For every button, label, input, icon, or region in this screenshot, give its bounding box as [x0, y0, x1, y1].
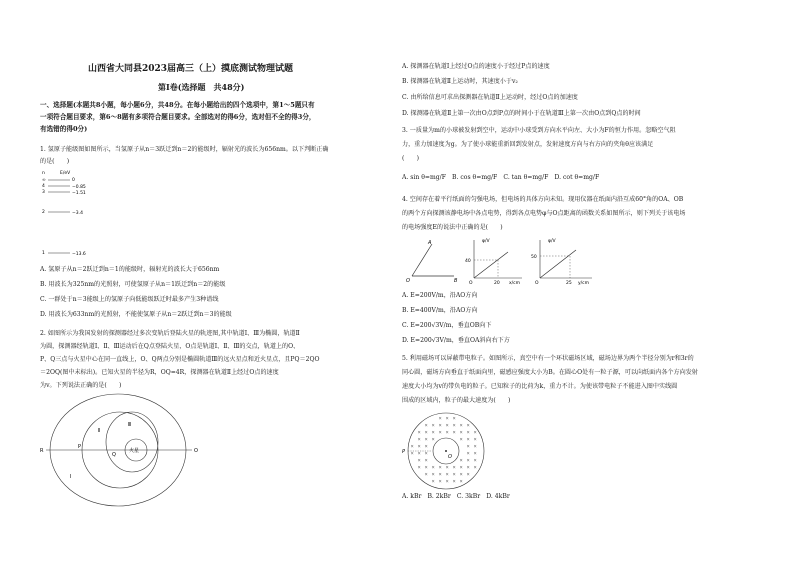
field-cross: × [445, 422, 449, 428]
field-cross: × [417, 436, 421, 442]
field-cross: × [473, 450, 477, 456]
energy-level-diagram [40, 168, 120, 262]
q2-stem: 为v。下列说法正确的是( ) [40, 382, 122, 389]
field-cross: × [445, 471, 449, 477]
q2-option-d: D. 探测器在轨道Ⅱ上第一次由O点到P点的时间小于在轨道Ⅲ上第一次由O点到Q点的时间 [402, 110, 641, 117]
q2-option-c: C. 由所给信息可求出探测器在轨道Ⅱ上运动时，经过O点的加速度 [402, 94, 578, 101]
y-tick: 50 [531, 255, 537, 260]
field-cross: × [466, 429, 470, 435]
field-cross: × [424, 436, 428, 442]
field-cross: × [473, 429, 477, 435]
source-point [445, 450, 447, 452]
phi-line [474, 252, 508, 278]
q5-stem: 5. 利用磁场可以屏蔽带电粒子。如图所示，真空中有一个环状磁场区域，磁场边界为两个半径分别为r和3r的 [402, 355, 694, 362]
level-label: 3 [42, 190, 45, 195]
field-cross: × [466, 443, 470, 449]
label-p: P [402, 449, 406, 455]
level-energy: −3.4 [72, 211, 83, 216]
field-cross: × [438, 478, 442, 484]
field-cross: × [424, 471, 428, 477]
level-energy: −13.6 [72, 252, 86, 257]
field-cross: × [417, 450, 421, 456]
field-cross: × [459, 464, 463, 470]
field-cross: × [431, 422, 435, 428]
origin-label: O [469, 281, 473, 286]
field-cross: × [424, 429, 428, 435]
q3-stem: 3. 一质量为m的小球被发射到空中，运动中小球受到方向水平向左、大小为F的恒力作用。忽略空气阻 [402, 127, 676, 134]
q5-options: A. kBr B. 2kBr C. 3kBr D. 4kBr [402, 493, 510, 500]
field-cross: × [473, 464, 477, 470]
q4-option-d: D. E=200√3V/m，垂直OA斜向右下方 [402, 337, 510, 344]
q1-option-a: A. 氢原子从n＝2跃迁到n＝1的能级时，辐射光的波长大于656nm [40, 266, 220, 273]
exam-title: 山西省大同县2023届高三（上）摸底测试物理试题 [88, 64, 294, 74]
q5-magnetic-ring-diagram [402, 410, 492, 492]
field-cross: × [445, 415, 449, 421]
q4-stem: 的电场强度E的说法中正确的是( ) [402, 224, 503, 231]
label-orbit-iii: Ⅲ [128, 422, 132, 428]
field-cross: × [473, 457, 477, 463]
oa-axis [412, 244, 432, 276]
field-cross: × [438, 429, 442, 435]
x-axis-label: y/cm [578, 281, 590, 286]
field-cross: × [473, 443, 477, 449]
label-o: O [194, 448, 198, 454]
y-tick: 40 [465, 259, 471, 264]
label-r: R [40, 448, 44, 454]
label-o: O [448, 454, 452, 460]
q2-stem: 2. 如图所示为我国发射的探测器经过多次变轨后登陆火星的轨迹图,其中轨道Ⅰ、Ⅲ为椭圆，轨道Ⅱ [40, 330, 300, 337]
q3-options: A. sin θ=mg/F B. cos θ=mg/F C. tan θ=mg/F D. cot θ=mg/F [402, 174, 600, 181]
field-cross: × [431, 471, 435, 477]
x-axis-label: x/cm [509, 281, 521, 286]
x-tick: 20 [494, 281, 500, 286]
field-cross: × [424, 457, 428, 463]
field-cross: × [410, 450, 414, 456]
x-tick: 25 [566, 281, 572, 286]
field-cross: × [466, 471, 470, 477]
q5-stem: 围成的区域内，粒子的最大速度为( ) [402, 397, 511, 404]
q2-option-b: B. 探测器在轨道Ⅱ上运动时，其速度小于v₂ [402, 78, 518, 85]
level-e-label: E/eV [60, 171, 71, 176]
orbit-diagram [40, 392, 220, 517]
field-cross: × [466, 450, 470, 456]
label-a: A [428, 240, 432, 246]
q5-stem: 速度大小均为v的带负电的粒子。已知粒子的比荷为k，重力不计。为使该带电粒子不能进入图中实线圆 [402, 383, 678, 390]
phi-line [540, 250, 576, 278]
section-heading: 第Ⅰ卷(选择题 共48分) [158, 82, 245, 92]
field-cross: × [438, 464, 442, 470]
level-label: 2 [42, 210, 45, 215]
field-cross: × [459, 436, 463, 442]
q1-stem: 1. 氢原子能级图如图所示，当氢原子从n＝3跃迁到n＝2的能级时，辐射光的波长为656nm。以下判断正确 [40, 146, 329, 153]
field-cross: × [466, 422, 470, 428]
field-cross: × [459, 471, 463, 477]
field-cross: × [438, 422, 442, 428]
level-label: ∞ [42, 178, 46, 183]
field-cross: × [424, 464, 428, 470]
field-cross: × [452, 429, 456, 435]
label-b: B [454, 278, 458, 284]
q1-option-c: C. 一群处于n＝3能级上的氢原子向低能级跃迁时最多产生3种谱线 [40, 296, 219, 303]
field-cross: × [410, 443, 414, 449]
instructions-line: 一、选择题(本题共8小题，每小题6分，共48分。在每小题给出的四个选项中，第1～5题只有 [40, 101, 315, 109]
field-cross: × [431, 464, 435, 470]
level-energy: −0.85 [72, 185, 86, 190]
q1-stem: 的是( ) [40, 158, 70, 165]
field-cross: × [452, 471, 456, 477]
q4-option-a: A. E=200V/m，沿AO方向 [402, 292, 478, 299]
q4-graph-x [464, 236, 524, 286]
field-cross: × [431, 436, 435, 442]
field-cross: × [452, 422, 456, 428]
level-energy: 0 [72, 178, 75, 183]
field-cross: × [431, 478, 435, 484]
q2-option-a: A. 探测器在轨道Ⅰ上经过O点的速度小于经过P点的速度 [402, 63, 550, 70]
field-cross: × [452, 478, 456, 484]
q3-stem: 力，重力加速度为g。为了使小球能重新回到发射点，发射速度方向与右方向的夹角θ应该满足 [402, 141, 654, 148]
field-cross: × [417, 464, 421, 470]
field-cross: × [438, 471, 442, 477]
level-n-label: n [42, 171, 45, 176]
field-cross: × [445, 478, 449, 484]
field-cross: × [466, 464, 470, 470]
label-orbit-i: Ⅰ [70, 474, 72, 480]
level-label: 1 [42, 251, 45, 256]
origin-label: O [535, 281, 539, 286]
y-axis-label: φ/V [548, 239, 556, 244]
field-cross: × [452, 415, 456, 421]
field-cross: × [459, 478, 463, 484]
field-cross: × [424, 450, 428, 456]
label-orbit-ii: Ⅱ [98, 428, 101, 434]
field-cross: × [459, 429, 463, 435]
y-axis-label: φ/V [482, 239, 490, 244]
field-cross: × [417, 429, 421, 435]
q4-option-b: B. E=400V/m，沿AO方向 [402, 307, 478, 314]
q5-stem: 同心圆，磁场方向垂直于纸面向里，磁感应强度大小为B。在圆心O处有一粒子源，可以向纸面内各个方向发射 [402, 369, 698, 376]
field-cross: × [445, 429, 449, 435]
field-cross: × [473, 436, 477, 442]
q4-stem: 4. 空间存在着平行纸面的匀强电场，但电场的具体方向未知。现用仪器在纸面内沿互成60°角的OA、OB [402, 196, 684, 203]
field-cross: × [417, 443, 421, 449]
field-cross: × [424, 443, 428, 449]
q4-option-c: C. E=200√3V/m，垂直OB向下 [402, 322, 492, 329]
q1-option-d: D. 用波长为633nm的光照射，不能使氢原子从n＝2跃迁到n＝3的能级 [40, 311, 232, 318]
q2-stem: ＝2OQ(图中未标出)。已知火星的半径为R，OQ=4R，探测器在轨道Ⅱ上经过O点的速度 [40, 369, 279, 376]
field-cross: × [438, 415, 442, 421]
field-cross: × [452, 464, 456, 470]
field-cross: × [459, 457, 463, 463]
orbit-iii [106, 412, 158, 472]
instructions-line: 一项符合题目要求，第6～8题有多项符合题目要求。全部选对的得6分，选对但不全的得3分， [40, 113, 316, 121]
field-cross: × [459, 422, 463, 428]
field-cross: × [424, 422, 428, 428]
q2-stem: 为圆，探测器经轨道Ⅰ、Ⅱ、Ⅲ运动后在Q点登陆火星，O点是轨道Ⅰ、Ⅱ、Ⅲ的交点，轨道上的O、 [40, 343, 300, 350]
label-o: O [406, 278, 410, 284]
label-p: P [78, 444, 82, 450]
field-cross: × [417, 457, 421, 463]
q2-stem: P、Q三点与火星中心在同一直线上，O、Q两点分别是椭圆轨道Ⅲ的远火星点和近火星点，且PQ＝2QO [40, 356, 320, 363]
field-cross: × [431, 429, 435, 435]
instructions-line: 有选错的得0分) [40, 125, 88, 133]
q4-vector-diagram [404, 236, 464, 286]
level-energy: −1.51 [72, 191, 86, 196]
field-cross: × [466, 436, 470, 442]
q4-stem: 的两个方向探测该静电场中各点电势，得到各点电势φ与O点距离的函数关系如图所示，则下列关于该电场 [402, 210, 686, 217]
q3-stem: ( ) [402, 155, 419, 162]
label-q: Q [112, 452, 116, 458]
q1-option-b: B. 用波长为325nm的光照射，可使氢原子从n＝1跃迁到n＝2的能级 [40, 281, 226, 288]
q4-graph-y [530, 236, 600, 286]
field-cross-marks [411, 416, 477, 484]
label-mars: 火星 [129, 448, 140, 454]
field-cross: × [445, 464, 449, 470]
level-label: 4 [42, 184, 45, 189]
field-cross: × [466, 457, 470, 463]
